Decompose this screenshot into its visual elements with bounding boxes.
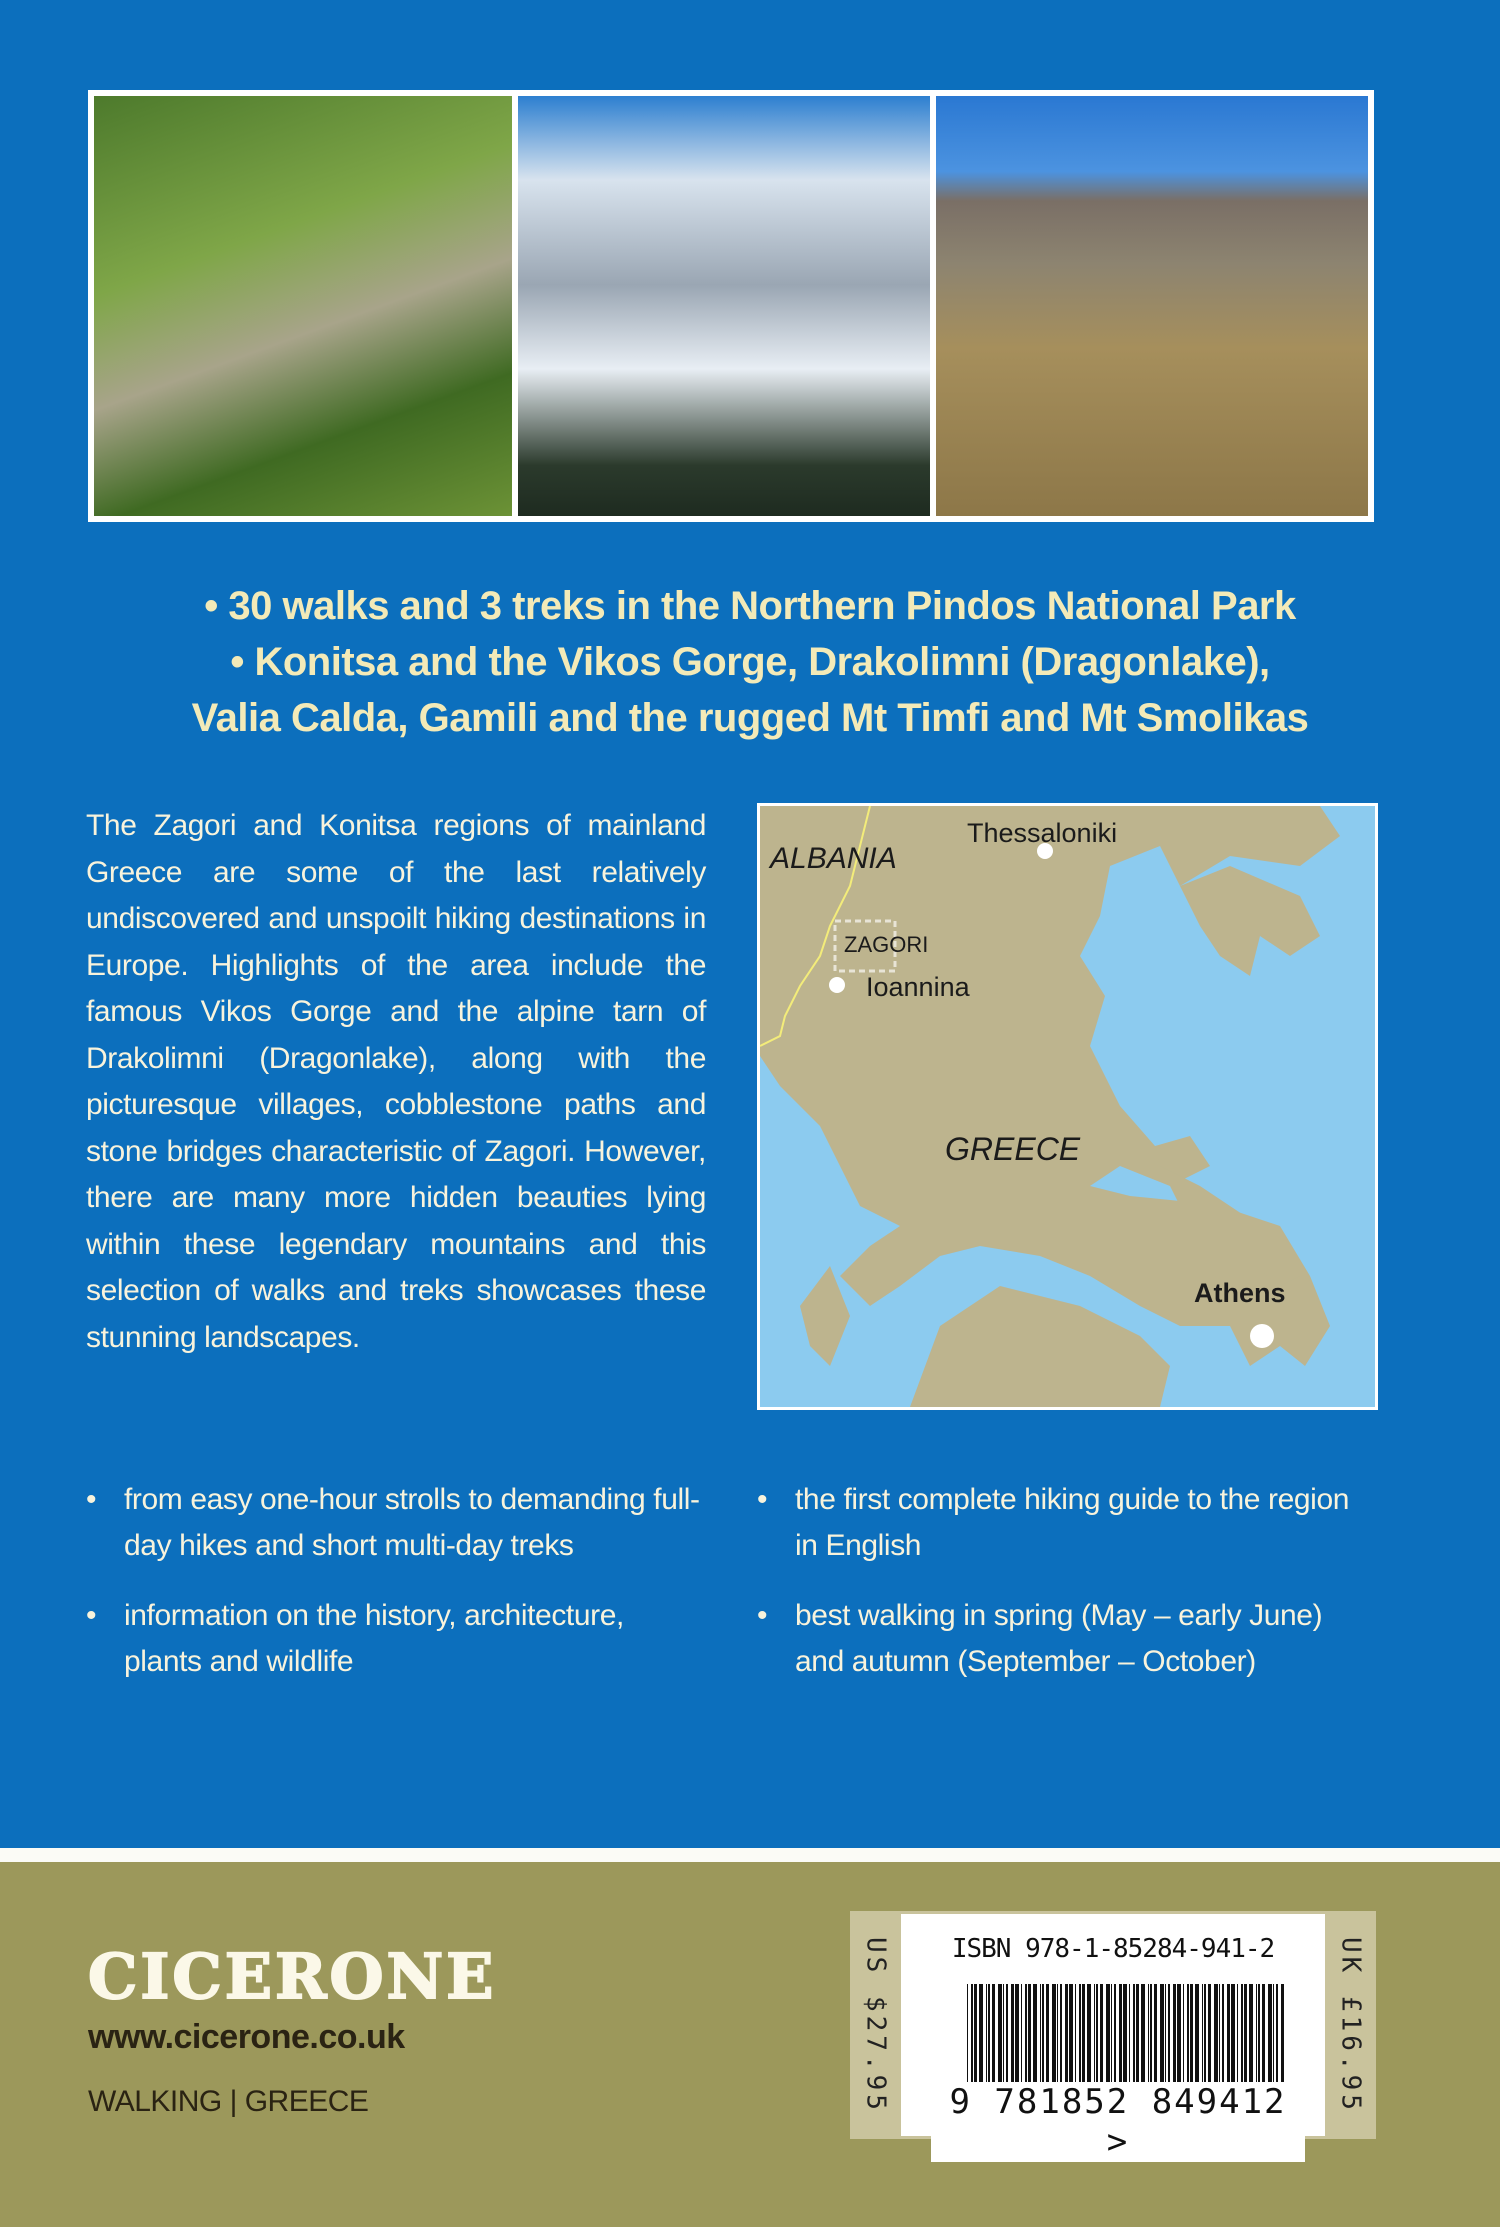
athens-dot: [1250, 1324, 1274, 1348]
ioannina-dot: [829, 977, 845, 993]
price-us-text: US $27.95: [860, 1936, 891, 2114]
map-label-albania: ALBANIA: [770, 842, 897, 875]
headline-line: Valia Calda, Gamili and the rugged Mt Timfi and Mt Smolikas: [191, 696, 1309, 740]
map-label-athens: Athens: [1194, 1278, 1286, 1308]
feature-item: • from easy one-hour strolls to demanding full-day hikes and short multi-day treks: [86, 1477, 706, 1569]
photo-hiker-trail: [936, 96, 1368, 516]
isbn: ISBN 978-1-85284-941-2: [951, 1934, 1275, 1964]
map-label-thessaloniki: Thessaloniki: [967, 818, 1118, 848]
publisher-logo: CICERONE: [88, 1940, 497, 2013]
barcode-box: [901, 1914, 1325, 2162]
map-label-ioannina: Ioannina: [866, 972, 970, 1002]
feature-item: • the first complete hiking guide to the region in English: [757, 1477, 1357, 1569]
map-label-zagori: ZAGORI: [844, 932, 929, 957]
ean-number: 9 781852 849412 >: [931, 2082, 1305, 2162]
headline-bullets: [0, 578, 1500, 746]
price-us: [850, 1911, 901, 2139]
map-graphic: [760, 806, 1375, 1407]
photo-stone-bridge: [94, 96, 512, 516]
price-uk-text: UK £16.95: [1335, 1936, 1366, 2114]
photo-strip: [88, 90, 1374, 522]
price-uk: [1325, 1911, 1376, 2139]
headline-line: • Konitsa and the Vikos Gorge, Drakolimni (Dragonlake),: [230, 640, 1270, 684]
barcode-panel: [850, 1911, 1376, 2162]
land-peloponnese: [910, 1286, 1170, 1407]
divider: [0, 1848, 1500, 1862]
map-label-greece: GREECE: [945, 1131, 1081, 1167]
land-island: [800, 1266, 850, 1366]
location-map: [757, 803, 1378, 1410]
headline-line: • 30 walks and 3 treks in the Northern Pindos National Park: [204, 584, 1296, 628]
features-right: [757, 1477, 1357, 1709]
feature-item: • best walking in spring (May – early June) and autumn (September – October): [757, 1593, 1357, 1685]
description: The Zagori and Konitsa regions of mainland Greece are some of the last relatively undiscovered and unspoilt hiking destinations in Europe. Highlights of the area include the famous Vikos Gorge and the alpine tarn of Drakolimni (Dragonlake), along with the picturesque villages, cobblestone paths and stone bridges characteristic of Zagori. However, there are many more hidden beauties lying within these legendary mountains and this selection of walks and treks showcases these stunning landscapes.: [86, 809, 706, 1354]
category: WALKING | GREECE: [88, 2085, 369, 2118]
feature-item: • information on the history, architecture, plants and wildlife: [86, 1593, 706, 1685]
publisher-url[interactable]: www.cicerone.co.uk: [88, 2018, 405, 2056]
land-chalkidiki: [1180, 866, 1320, 976]
features-left: [86, 1477, 706, 1709]
photo-snowy-mountain: [518, 96, 930, 516]
